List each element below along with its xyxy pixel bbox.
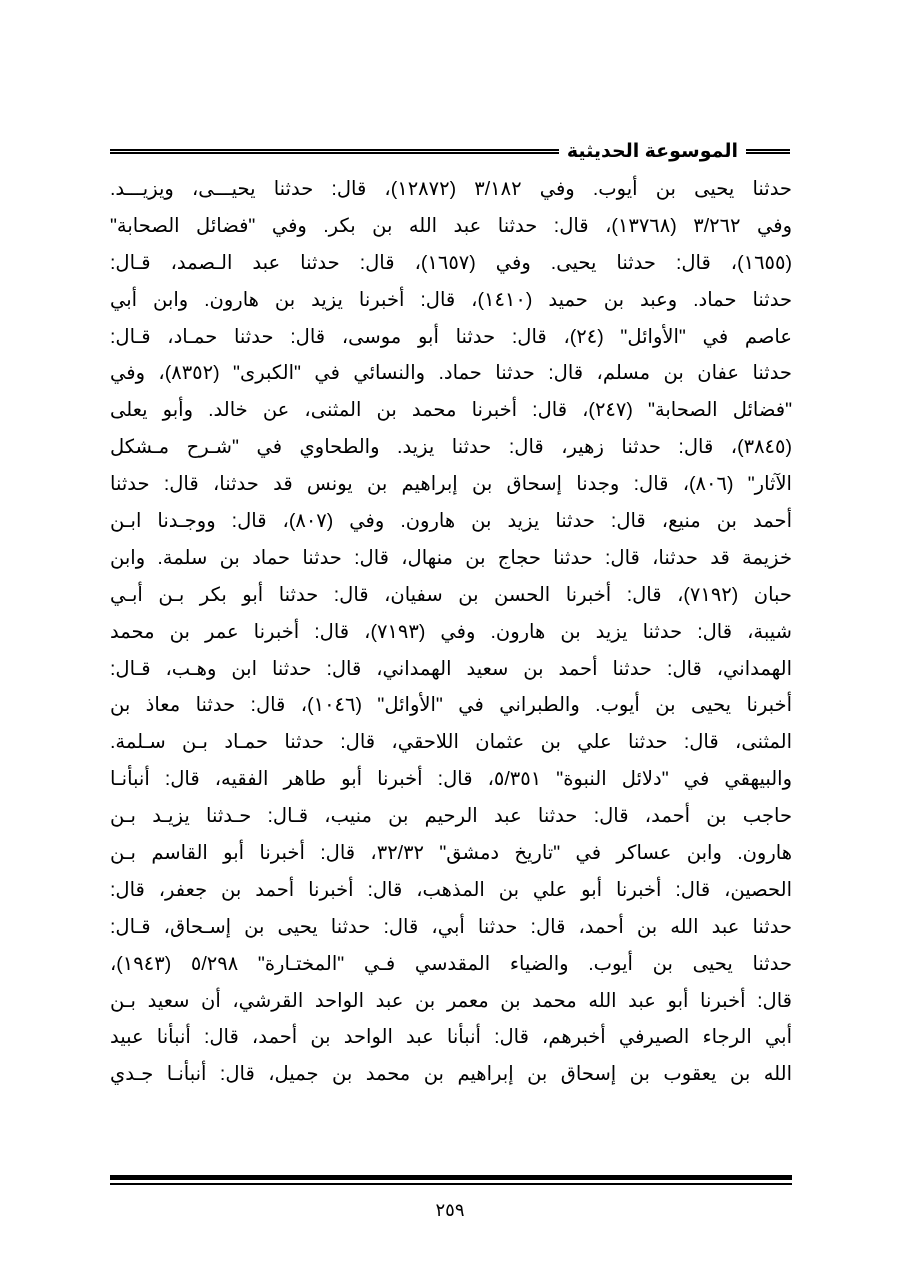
text-line: الآثار" (٨٠٦)، قال: وجدنا إسحاق بن إبراهيم بن يونس قد حدثنا، قال: حدثنا bbox=[110, 473, 792, 496]
text-line: المثنى، قال: حدثنا علي بن عثمان اللاحقي، قال: حدثنا حمـاد بـن سـلمة. bbox=[110, 731, 792, 754]
page-body bbox=[110, 174, 792, 1096]
text-line: شيبة، قال: حدثنا يزيد بن هارون. وفي (٧١٩٣)، قال: أخبرنا عمر بن محمد bbox=[110, 620, 792, 643]
text-line: قال: أخبرنا أبو عبد الله محمد بن معمر بن عبد الواحد القرشي، أن سعيد بـن bbox=[110, 989, 792, 1012]
header-rule-left bbox=[110, 149, 559, 154]
text-line: والبيهقي في "دلائل النبوة" ٥/٣٥١، قال: أخبرنا أبو طاهر الفقيه، قال: أنبأنـا bbox=[110, 768, 792, 791]
text-line: حدثنا عبد الله بن أحمد، قال: حدثنا أبي، قال: حدثنا يحيى بن إسـحاق، قـال: bbox=[110, 915, 792, 938]
text-line: (٣٨٤٥)، قال: حدثنا زهير، قال: حدثنا يزيد. والطحاوي في "شـرح مـشكل bbox=[110, 436, 792, 459]
text-line: حدثنا يحيى بن أيوب. وفي ٣/١٨٢ (١٢٨٧٢)، قال: حدثنا يحيـــى، ويزيـــد. bbox=[110, 178, 792, 200]
footer-rule-thick bbox=[110, 1175, 792, 1180]
text-line: حدثنا عفان بن مسلم، قال: حدثنا حماد. والنسائي في "الكبرى" (٨٣٥٢)، وفي bbox=[110, 362, 792, 385]
text-line: "فضائل الصحابة" (٢٤٧)، قال: أخبرنا محمد بن المثنى، عن خالد. وأبو يعلى bbox=[110, 399, 792, 422]
text-line: حدثنا حماد. وعبد بن حميد (١٤١٠)، قال: أخبرنا يزيد بن هارون. وابن أبي bbox=[110, 288, 792, 311]
text-line: حدثنا يحيى بن أيوب. والضياء المقدسي فـي "المختـارة" ٥/٢٩٨ (١٩٤٣)، bbox=[110, 952, 792, 975]
text-line: عاصم في "الأوائل" (٢٤)، قال: حدثنا أبو موسى، قال: حدثنا حمـاد، قـال: bbox=[110, 325, 792, 348]
text-line: أحمد بن منيع، قال: حدثنا يزيد بن هارون. وفي (٨٠٧)، قال: ووجـدنا ابـن bbox=[110, 510, 792, 533]
text-line: الحصين، قال: أخبرنا أبو علي بن المذهب، قال: أخبرنا أحمد بن جعفر، قال: bbox=[110, 878, 792, 901]
text-line: حاجب بن أحمد، قال: حدثنا عبد الرحيم بن منيب، قـال: حـدثنا يزيـد بـن bbox=[110, 805, 792, 828]
text-line: حبان (٧١٩٢)، قال: أخبرنا الحسن بن سفيان، قال: حدثنا أبو بكر بـن أبـي bbox=[110, 583, 792, 606]
text-line: أبي الرجاء الصيرفي أخبرهم، قال: أنبأنا عبد الواحد بن أحمد، قال: أنبأنا عبيد bbox=[110, 1026, 792, 1049]
running-header bbox=[110, 138, 790, 164]
text-line: هارون. وابن عساكر في "تاريخ دمشق" ٣٢/٣٢، قال: أخبرنا أبو القاسم بـن bbox=[110, 842, 792, 865]
header-title: الموسوعة الحديثية bbox=[566, 140, 738, 162]
text-line: الله بن يعقوب بن إسحاق بن إبراهيم بن محمد بن جميل، قال: أنبأنـا جـدي bbox=[110, 1063, 792, 1086]
text-line: الهمداني، قال: حدثنا أحمد بن سعيد الهمداني، قال: حدثنا ابن وهـب، قـال: bbox=[110, 657, 792, 680]
text-line: أخبرنا يحيى بن أيوب. والطبراني في "الأوائل" (١٠٤٦)، قال: حدثنا معاذ بن bbox=[110, 694, 792, 717]
page-number: ٢٥٩ bbox=[435, 1200, 465, 1220]
text-line: خزيمة قد حدثنا، قال: حدثنا حجاج بن منهال، قال: حدثنا حماد بن سلمة. وابن bbox=[110, 546, 792, 569]
text-line: وفي ٣/٢٦٢ (١٣٧٦٨)، قال: حدثنا عبد الله بن بكر. وفي "فضائل الصحابة" bbox=[110, 214, 792, 237]
header-rule-right bbox=[746, 149, 790, 154]
text-line: (١٦٥٥)، قال: حدثنا يحيى. وفي (١٦٥٧)، قال: حدثنا عبد الـصمد، قـال: bbox=[110, 251, 793, 274]
footer-rule-thin bbox=[110, 1183, 792, 1185]
